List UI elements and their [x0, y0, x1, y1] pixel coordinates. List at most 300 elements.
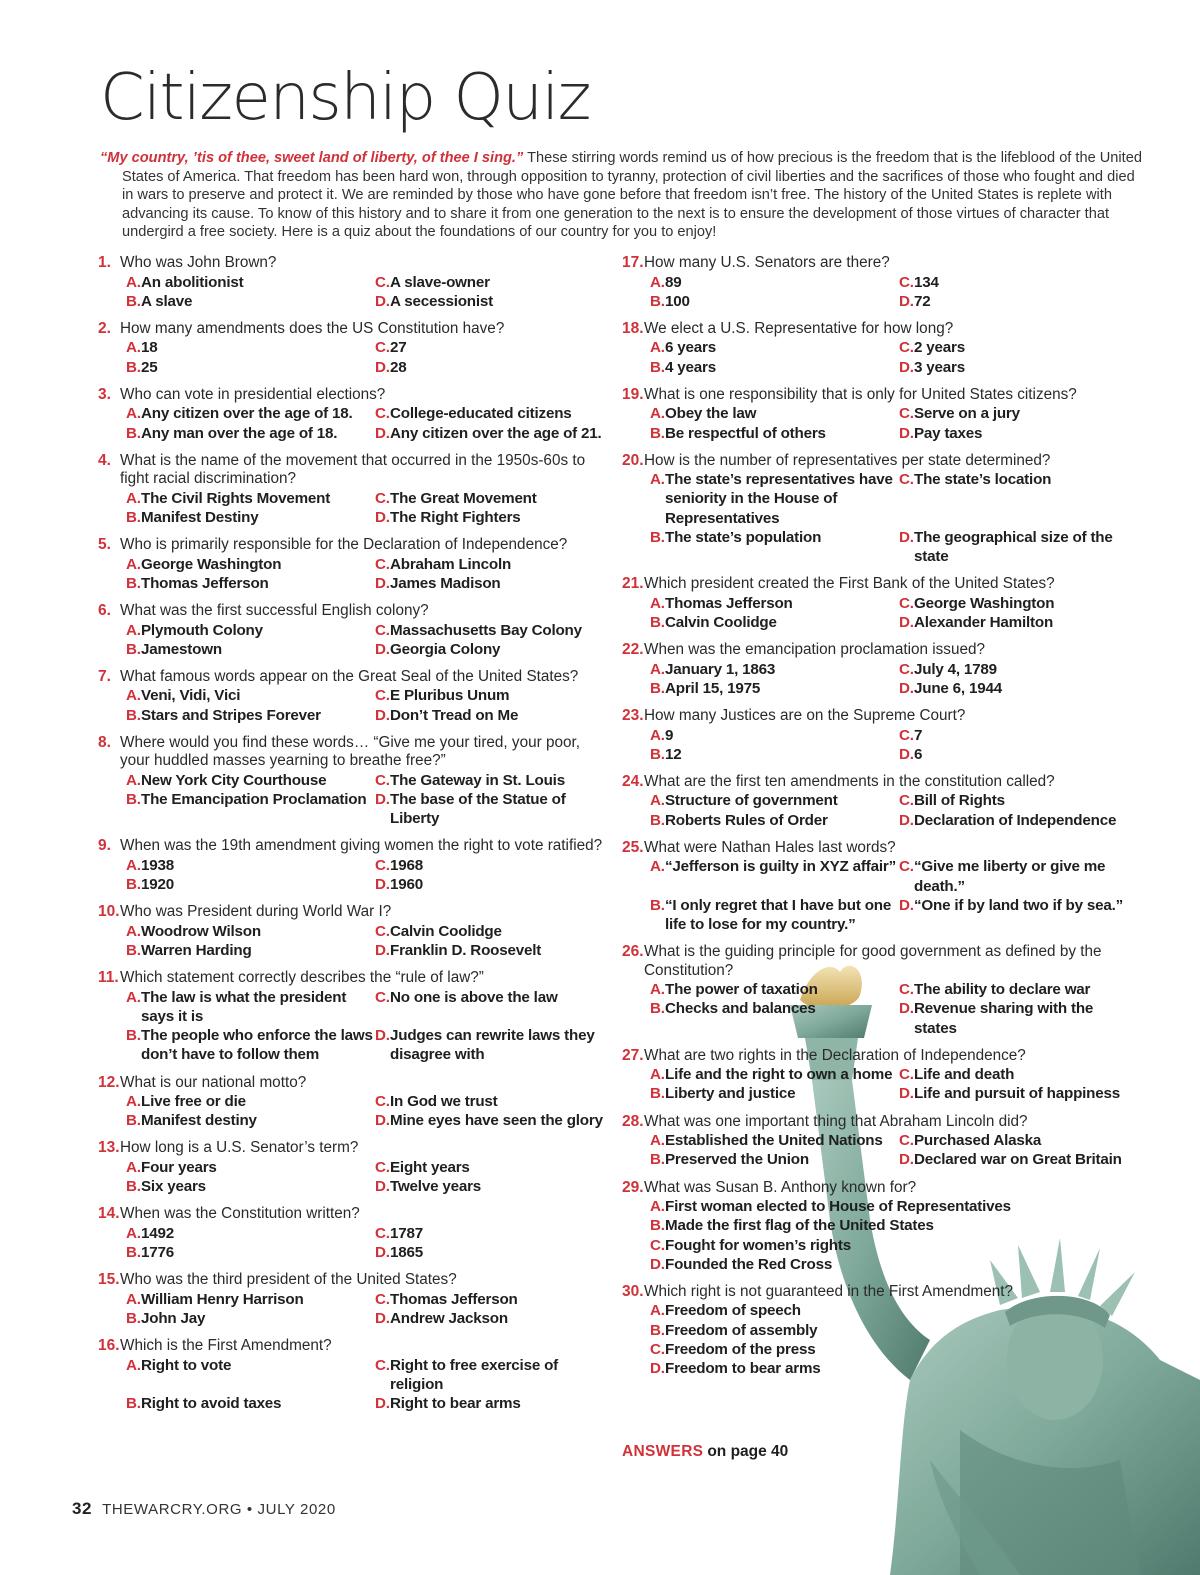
option-text: 27: [390, 339, 407, 357]
option-text: Declaration of Independence: [914, 811, 1117, 829]
answer-options: [126, 988, 608, 1065]
answer-option: [899, 745, 1127, 764]
option-letter: C.: [899, 660, 914, 678]
option-letter: D.: [899, 896, 914, 914]
answer-options: [650, 1065, 1127, 1103]
option-text: College-educated citizens: [390, 405, 572, 423]
option-letter: D.: [899, 358, 914, 376]
answer-option: [126, 621, 375, 640]
option-letter: C.: [375, 1093, 390, 1111]
answer-option: [899, 338, 1127, 357]
answer-option: [375, 1394, 608, 1413]
answer-option: [650, 470, 899, 528]
option-text: Freedom of speech: [665, 1302, 801, 1320]
answer-option: [650, 791, 899, 810]
option-letter: A.: [126, 771, 141, 789]
option-letter: D.: [375, 942, 390, 960]
option-letter: D.: [375, 1112, 390, 1130]
option-letter: B.: [650, 613, 665, 631]
option-letter: A.: [126, 273, 141, 291]
question-prompt: What was the first successful English colony?: [120, 602, 429, 620]
answer-option: [126, 922, 375, 941]
answer-option: [126, 489, 375, 508]
answer-options: [126, 771, 608, 829]
question-21: [622, 575, 1127, 632]
question-text: [98, 734, 608, 771]
option-text: The power of taxation: [665, 981, 818, 999]
answer-option: [375, 574, 608, 593]
answer-option: [650, 594, 899, 613]
answers-label: ANSWERS: [622, 1443, 704, 1460]
question-23: [622, 707, 1127, 764]
answer-option: [899, 660, 1127, 679]
question-13: [98, 1139, 608, 1196]
question-text: [622, 641, 1127, 660]
option-letter: A.: [126, 1290, 141, 1308]
answer-options: [126, 555, 608, 593]
question-number: 25.: [622, 838, 644, 856]
answer-option: [375, 621, 608, 640]
question-text: [98, 1074, 608, 1093]
option-text: An abolitionist: [141, 273, 244, 291]
answer-options: [126, 273, 608, 311]
answer-option: [899, 273, 1127, 292]
option-text: The base of the Statue of Liberty: [390, 791, 566, 828]
option-letter: A.: [650, 1198, 665, 1216]
option-text: Georgia Colony: [390, 640, 501, 658]
option-text: Life and the right to own a home: [665, 1066, 893, 1084]
question-text: [98, 837, 608, 856]
question-prompt: When was the Constitution written?: [120, 1205, 360, 1223]
question-number: 13.: [98, 1139, 120, 1157]
option-text: Judges can rewrite laws they disagree with: [390, 1027, 595, 1064]
question-18: [622, 320, 1127, 377]
option-letter: D.: [375, 292, 390, 310]
answer-option: [650, 745, 899, 764]
option-letter: D.: [650, 1360, 665, 1378]
answers-text: on page 40: [707, 1443, 789, 1460]
question-prompt: What famous words appear on the Great Seal of the United States?: [120, 667, 579, 685]
option-letter: A.: [650, 471, 665, 489]
answer-options: [650, 404, 1127, 442]
question-prompt: How many Justices are on the Supreme Court?: [644, 707, 966, 725]
option-text: Live free or die: [141, 1093, 246, 1111]
option-text: Alexander Hamilton: [914, 613, 1054, 631]
answer-option: [650, 1065, 899, 1084]
answer-option: [650, 1197, 1127, 1216]
option-letter: B.: [650, 679, 665, 697]
option-letter: B.: [650, 1000, 665, 1018]
option-text: 89: [665, 273, 682, 291]
question-prompt: What was one important thing that Abraham Lincoln did?: [644, 1112, 1028, 1130]
option-text: Fought for women’s rights: [665, 1236, 851, 1254]
option-text: Thomas Jefferson: [665, 594, 793, 612]
option-text: No one is above the law: [390, 988, 558, 1006]
answer-option: [375, 922, 608, 941]
option-text: Thomas Jefferson: [390, 1290, 518, 1308]
questions-right-column: [622, 254, 1127, 1387]
answer-option: [375, 424, 608, 443]
option-letter: D.: [375, 706, 390, 724]
answer-option: [126, 1356, 375, 1394]
question-text: [622, 773, 1127, 792]
option-letter: A.: [126, 621, 141, 639]
option-text: 1920: [141, 876, 174, 894]
option-letter: D.: [375, 1395, 390, 1413]
option-letter: A.: [126, 856, 141, 874]
option-letter: A.: [650, 273, 665, 291]
option-text: Made the first flag of the United States: [665, 1217, 934, 1235]
option-letter: B.: [650, 1217, 665, 1235]
option-text: Eight years: [390, 1158, 470, 1176]
answer-options: [650, 338, 1127, 376]
option-text: Established the United Nations: [665, 1132, 883, 1150]
answer-option: [126, 875, 375, 894]
answer-option: [126, 1092, 375, 1111]
question-11: [98, 969, 608, 1064]
option-text: John Jay: [141, 1310, 206, 1327]
answer-option: [650, 528, 899, 566]
option-text: 3 years: [914, 358, 965, 376]
option-text: Life and death: [914, 1066, 1015, 1084]
answer-option: [375, 555, 608, 574]
option-text: July 4, 1789: [914, 660, 997, 678]
question-text: [98, 668, 608, 687]
answer-option: [650, 1321, 1127, 1340]
answer-options: [650, 273, 1127, 311]
option-text: 1960: [390, 876, 423, 894]
answer-option: [126, 1111, 375, 1130]
option-letter: D.: [375, 358, 390, 376]
option-text: 100: [665, 292, 690, 310]
question-text: [98, 1139, 608, 1158]
answer-options: [126, 621, 608, 659]
option-letter: D.: [375, 1027, 390, 1045]
question-number: 12.: [98, 1073, 120, 1091]
question-prompt: Who is primarily responsible for the Declaration of Independence?: [120, 536, 568, 554]
answer-option: [126, 1243, 375, 1262]
option-letter: B.: [126, 1112, 141, 1130]
answer-option: [375, 292, 608, 311]
answer-option: [375, 1177, 608, 1196]
option-letter: C.: [375, 771, 390, 789]
question-prompt: Who was John Brown?: [120, 254, 277, 271]
option-letter: A.: [650, 1302, 665, 1320]
option-text: Calvin Coolidge: [390, 922, 502, 940]
intro-quote: “My country, ’tis of thee, sweet land of liberty, of thee I sing.”: [100, 150, 524, 166]
answer-option: [899, 811, 1127, 830]
option-letter: B.: [650, 896, 665, 914]
answer-option: [375, 1111, 608, 1130]
question-text: [622, 1113, 1127, 1132]
option-letter: A.: [650, 1066, 665, 1084]
answer-option: [375, 1309, 608, 1328]
option-letter: C.: [375, 273, 390, 291]
option-letter: A.: [650, 792, 665, 810]
option-letter: B.: [126, 1395, 141, 1413]
answer-option: [375, 988, 608, 1026]
page-title: Citizenship Quiz: [100, 61, 590, 135]
option-text: 1968: [390, 856, 423, 874]
answer-options: [650, 791, 1127, 829]
option-text: Abraham Lincoln: [390, 555, 512, 573]
option-letter: C.: [899, 339, 914, 357]
answer-option: [126, 424, 375, 443]
question-24: [622, 773, 1127, 830]
answer-option: [375, 1224, 608, 1243]
answer-option: [650, 273, 899, 292]
answer-option: [375, 771, 608, 790]
answer-options: [650, 1197, 1127, 1274]
option-letter: C.: [650, 1340, 665, 1358]
question-26: [622, 943, 1127, 1038]
question-prompt: What is the name of the movement that occurred in the 1950s-60s to fight racial discrimination?: [120, 451, 586, 488]
option-letter: D.: [899, 679, 914, 697]
answer-option: [899, 896, 1127, 934]
option-letter: B.: [126, 791, 141, 809]
option-letter: A.: [126, 1093, 141, 1111]
question-prompt: How is the number of representatives per state determined?: [644, 451, 1051, 469]
answer-option: [375, 640, 608, 659]
answer-options: [650, 726, 1127, 764]
answer-option: [375, 875, 608, 894]
answer-option: [375, 1290, 608, 1309]
answer-option: [126, 706, 375, 725]
option-text: Founded the Red Cross: [665, 1255, 833, 1273]
option-letter: D.: [375, 876, 390, 894]
answer-option: [650, 1340, 1127, 1359]
option-text: William Henry Harrison: [141, 1290, 304, 1308]
answer-option: [650, 896, 899, 934]
answer-options: [650, 594, 1127, 632]
question-number: 1.: [98, 254, 111, 271]
question-20: [622, 452, 1127, 567]
question-17: [622, 254, 1127, 311]
answer-options: [126, 1158, 608, 1196]
option-text: Mine eyes have seen the glory: [390, 1112, 603, 1130]
option-text: Preserved the Union: [665, 1151, 809, 1169]
answer-option: [126, 771, 375, 790]
question-text: [98, 903, 608, 922]
question-number: 26.: [622, 943, 644, 961]
option-text: 28: [390, 358, 407, 376]
option-text: Franklin D. Roosevelt: [390, 942, 542, 960]
answer-option: [899, 1084, 1127, 1103]
option-text: “I only regret that I have but one life to lose for my country.”: [665, 896, 892, 933]
answer-option: [899, 726, 1127, 745]
answer-option: [899, 1150, 1127, 1169]
option-text: The state’s representatives have seniority in the House of Representatives: [665, 471, 893, 527]
option-letter: A.: [650, 981, 665, 999]
question-prompt: How long is a U.S. Senator’s term?: [120, 1139, 359, 1157]
answer-option: [650, 980, 899, 999]
question-number: 11.: [98, 969, 119, 987]
answer-option: [375, 1026, 608, 1064]
option-letter: A.: [650, 339, 665, 357]
question-text: [622, 707, 1127, 726]
answer-option: [375, 686, 608, 705]
option-letter: A.: [650, 858, 665, 876]
option-letter: A.: [650, 726, 665, 744]
question-prompt: Who was the third president of the United States?: [120, 1271, 457, 1289]
option-letter: C.: [899, 405, 914, 423]
option-text: The Emancipation Proclamation: [141, 791, 367, 809]
answer-options: [126, 1356, 608, 1414]
option-text: Obey the law: [665, 405, 757, 423]
answer-option: [650, 999, 899, 1037]
question-4: [98, 452, 608, 527]
option-letter: C.: [375, 405, 390, 423]
option-letter: D.: [375, 574, 390, 592]
option-letter: B.: [650, 745, 665, 763]
option-text: The Right Fighters: [390, 508, 521, 526]
option-letter: C.: [375, 339, 390, 357]
option-letter: B.: [650, 1085, 665, 1103]
question-27: [622, 1047, 1127, 1104]
option-text: Any citizen over the age of 21.: [390, 424, 602, 442]
answer-option: [375, 508, 608, 527]
answer-option: [650, 679, 899, 698]
option-text: Declared war on Great Britain: [914, 1151, 1122, 1169]
option-letter: C.: [375, 687, 390, 705]
answer-option: [126, 1394, 375, 1413]
question-prompt: What is our national motto?: [120, 1073, 307, 1091]
answer-options: [650, 470, 1127, 566]
option-text: Warren Harding: [141, 942, 252, 960]
question-prompt: Which right is not guaranteed in the First Amendment?: [644, 1282, 1014, 1300]
question-number: 24.: [622, 772, 644, 790]
option-text: Manifest destiny: [141, 1112, 257, 1130]
option-letter: D.: [899, 613, 914, 631]
option-text: Bill of Rights: [914, 792, 1005, 810]
option-letter: D.: [899, 528, 914, 546]
question-text: [622, 254, 1127, 273]
option-letter: D.: [899, 1151, 914, 1169]
option-letter: C.: [375, 1290, 390, 1308]
option-letter: C.: [375, 856, 390, 874]
answer-option: [650, 1150, 899, 1169]
option-text: Manifest Destiny: [141, 508, 259, 526]
option-text: The law is what the president says it is: [141, 988, 347, 1025]
option-letter: A.: [126, 1356, 141, 1374]
option-text: 12: [665, 745, 682, 763]
option-letter: C.: [899, 726, 914, 744]
option-letter: C.: [899, 273, 914, 291]
answer-option: [126, 555, 375, 574]
question-prompt: When was the 19th amendment giving women the right to vote ratified?: [120, 837, 603, 855]
option-text: The geographical size of the state: [914, 528, 1113, 566]
option-letter: C.: [375, 1356, 390, 1374]
answer-options: [650, 857, 1127, 934]
option-text: The ability to declare war: [914, 981, 1091, 999]
question-text: [622, 575, 1127, 594]
answer-option: [126, 856, 375, 875]
question-text: [98, 1205, 608, 1224]
answer-option: [650, 726, 899, 745]
question-number: 10.: [98, 903, 120, 921]
option-text: June 6, 1944: [914, 679, 1002, 697]
answer-option: [126, 1290, 375, 1309]
answer-option: [650, 1301, 1127, 1320]
question-text: [622, 1283, 1127, 1302]
option-text: 1938: [141, 856, 174, 874]
option-text: A slave: [141, 292, 193, 310]
question-number: 18.: [622, 319, 644, 337]
option-text: Twelve years: [390, 1178, 482, 1196]
option-letter: D.: [899, 1000, 914, 1018]
option-letter: D.: [899, 745, 914, 763]
answer-option: [375, 1158, 608, 1177]
option-text: The Gateway in St. Louis: [390, 771, 565, 789]
option-text: January 1, 1863: [665, 660, 776, 678]
question-12: [98, 1074, 608, 1131]
question-22: [622, 641, 1127, 698]
question-prompt: When was the emancipation proclamation issued?: [644, 641, 985, 659]
option-text: Four years: [141, 1158, 217, 1176]
answer-option: [899, 594, 1127, 613]
option-text: 1865: [390, 1244, 423, 1262]
option-text: Stars and Stripes Forever: [141, 706, 321, 724]
answer-option: [650, 1216, 1127, 1235]
question-5: [98, 536, 608, 593]
option-text: 1492: [141, 1224, 174, 1242]
option-text: The Great Movement: [390, 489, 537, 507]
option-letter: C.: [899, 981, 914, 999]
option-text: Liberty and justice: [665, 1085, 796, 1103]
answer-option: [899, 424, 1127, 443]
option-letter: C.: [650, 1236, 665, 1254]
option-text: Thomas Jefferson: [141, 574, 269, 592]
answer-option: [126, 273, 375, 292]
question-6: [98, 602, 608, 659]
answer-option: [375, 790, 608, 828]
option-letter: D.: [899, 424, 914, 442]
answer-option: [650, 1255, 1127, 1274]
option-text: Andrew Jackson: [390, 1310, 508, 1327]
option-letter: D.: [375, 1310, 390, 1327]
option-letter: A.: [126, 555, 141, 573]
option-letter: C.: [375, 489, 390, 507]
option-text: Any man over the age of 18.: [141, 424, 338, 442]
answer-option: [650, 1359, 1127, 1378]
option-letter: B.: [126, 358, 141, 376]
question-25: [622, 839, 1127, 934]
question-prompt: Which is the First Amendment?: [120, 1337, 332, 1355]
option-text: “One if by land two if by sea.”: [914, 896, 1123, 914]
option-letter: A.: [126, 405, 141, 423]
option-letter: A.: [650, 1132, 665, 1150]
option-text: The state’s location: [914, 471, 1052, 489]
question-28: [622, 1113, 1127, 1170]
answer-option: [899, 404, 1127, 423]
option-text: Don’t Tread on Me: [390, 706, 519, 724]
answer-option: [375, 1243, 608, 1262]
question-prompt: Which president created the First Bank of the United States?: [644, 575, 1055, 593]
questions-left-column: [98, 254, 608, 1422]
answer-options: [650, 1301, 1127, 1378]
answer-option: [126, 1026, 375, 1064]
answer-option: [899, 857, 1127, 895]
answer-options: [126, 922, 608, 960]
option-text: 9: [665, 726, 674, 744]
option-letter: B.: [650, 528, 665, 546]
option-text: Right to free exercise of religion: [390, 1356, 559, 1393]
option-text: Plymouth Colony: [141, 621, 263, 639]
option-letter: C.: [375, 988, 390, 1006]
option-letter: B.: [126, 706, 141, 724]
option-letter: B.: [126, 1244, 141, 1262]
answer-option: [375, 273, 608, 292]
